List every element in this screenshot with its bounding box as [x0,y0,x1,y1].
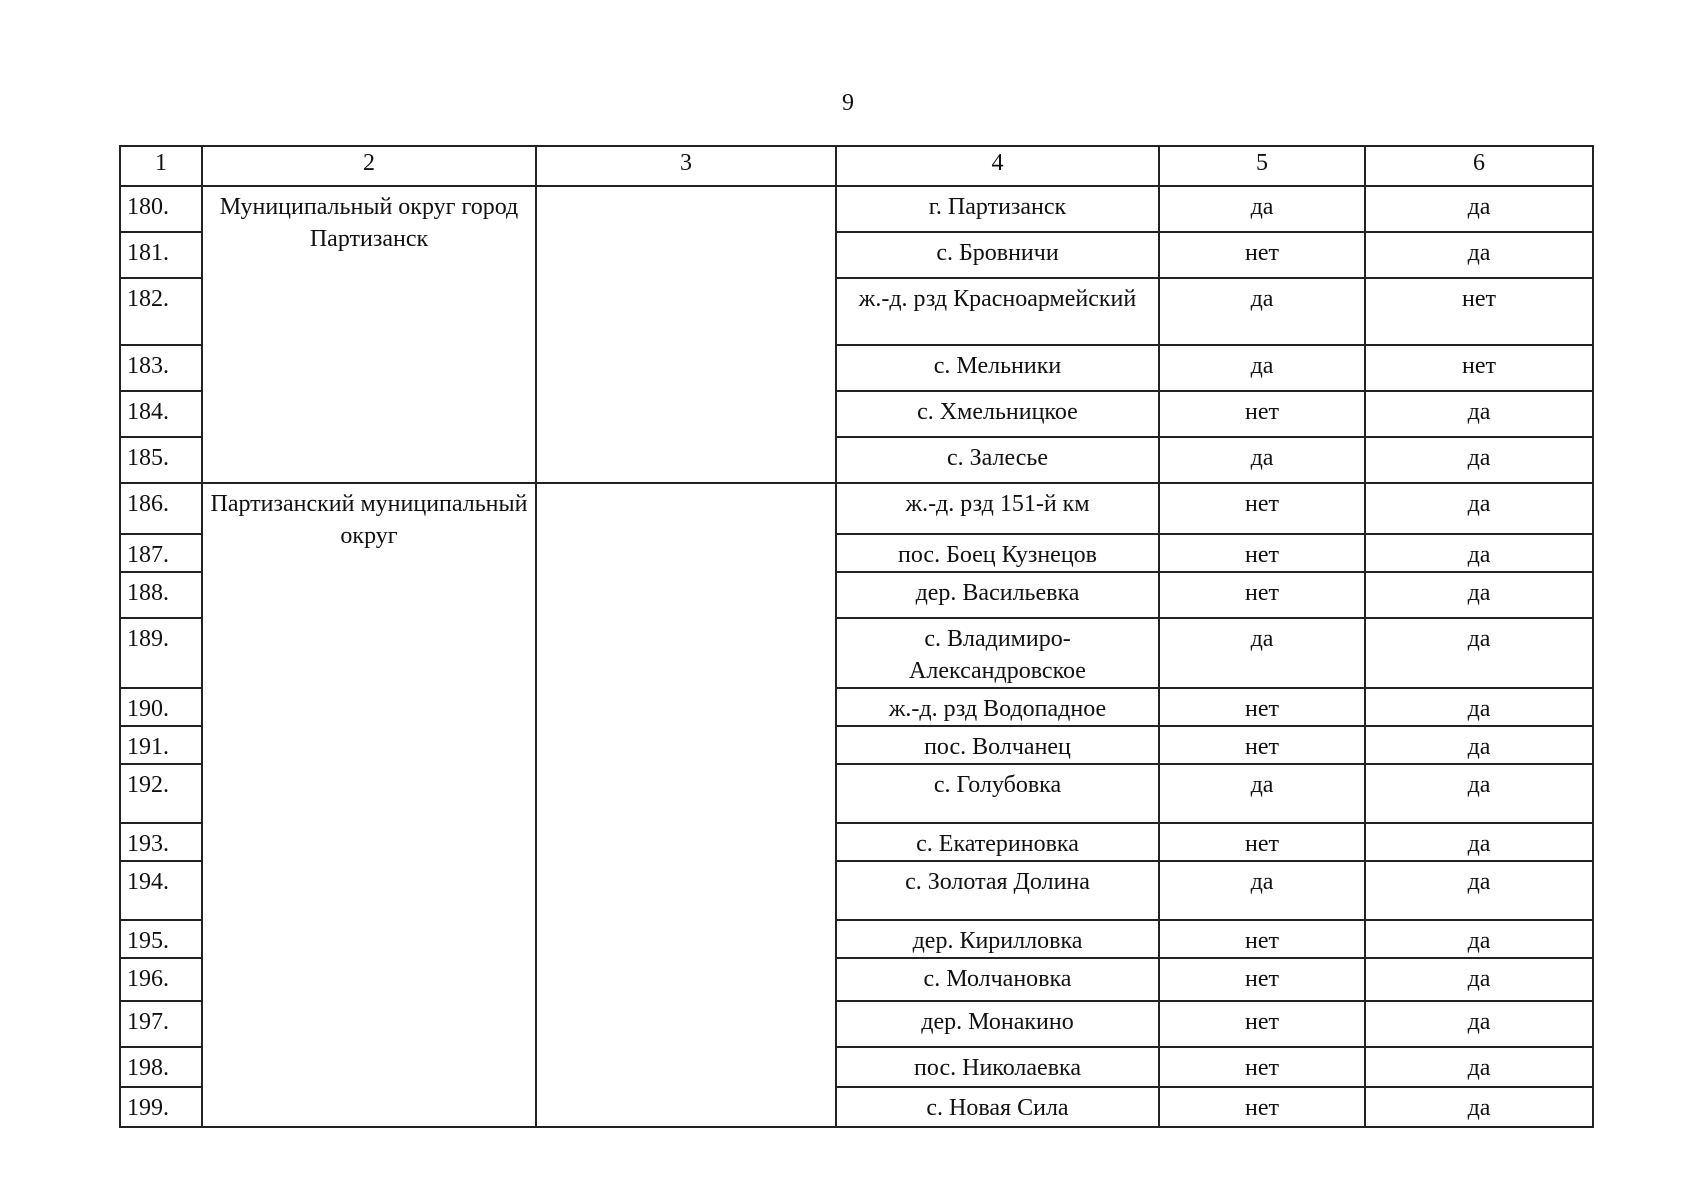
column-6-value: да [1365,483,1593,534]
table-row [120,483,1593,534]
row-number: 194. [120,861,202,920]
row-number: 197. [120,1001,202,1047]
row-number: 199. [120,1087,202,1127]
row-number: 184. [120,391,202,437]
column-5-value: нет [1159,1047,1365,1087]
settlement-name: дер. Кирилловка [836,920,1159,958]
settlement-name: с. Голубовка [836,764,1159,823]
column-5-value: да [1159,345,1365,391]
row-number: 195. [120,920,202,958]
settlement-name: пос. Боец Кузнецов [836,534,1159,572]
column-5-value: нет [1159,391,1365,437]
column-5-value: нет [1159,726,1365,764]
column-header-3: 3 [536,146,836,186]
column-6-value: да [1365,1001,1593,1047]
row-number: 185. [120,437,202,483]
column-5-value: нет [1159,688,1365,726]
row-number: 192. [120,764,202,823]
column-5-value: нет [1159,1087,1365,1127]
column-5-value: нет [1159,958,1365,1001]
column-6-value: да [1365,437,1593,483]
settlement-name: с. Владимиро-Александровское [836,618,1159,688]
column-6-value: нет [1365,345,1593,391]
row-number: 186. [120,483,202,534]
column-5-value: да [1159,618,1365,688]
settlement-name: ж.-д. рзд Водопадное [836,688,1159,726]
column-5-value: нет [1159,920,1365,958]
column-5-value: да [1159,186,1365,232]
column-6-value: да [1365,618,1593,688]
row-number: 196. [120,958,202,1001]
column-6-value: да [1365,1087,1593,1127]
settlement-name: пос. Волчанец [836,726,1159,764]
column-5-value: да [1159,764,1365,823]
column-6-value: да [1365,958,1593,1001]
header-row [120,146,1593,186]
column-6-value: да [1365,726,1593,764]
row-number: 189. [120,618,202,688]
row-number: 188. [120,572,202,618]
settlement-name: ж.-д. рзд Красноармейский [836,278,1159,345]
settlement-name: с. Хмельницкое [836,391,1159,437]
settlement-name: г. Партизанск [836,186,1159,232]
column-6-value: да [1365,534,1593,572]
settlement-name: с. Молчановка [836,958,1159,1001]
column-6-value: да [1365,688,1593,726]
row-number: 187. [120,534,202,572]
column-6-value: да [1365,823,1593,861]
column-header-4: 4 [836,146,1159,186]
column-header-6: 6 [1365,146,1593,186]
row-number: 183. [120,345,202,391]
column-5-value: да [1159,278,1365,345]
column-6-value: да [1365,1047,1593,1087]
column-5-value: нет [1159,232,1365,278]
row-number: 198. [120,1047,202,1087]
settlement-name: с. Бровничи [836,232,1159,278]
district-name: Партизанский муниципальный округ [202,483,536,1127]
settlement-name: с. Новая Сила [836,1087,1159,1127]
column-6-value: да [1365,186,1593,232]
settlement-name: дер. Монакино [836,1001,1159,1047]
column-5-value: нет [1159,1001,1365,1047]
column-5-value: нет [1159,572,1365,618]
column-6-value: да [1365,861,1593,920]
column-5-value: нет [1159,823,1365,861]
column-6-value: да [1365,232,1593,278]
column-6-value: да [1365,572,1593,618]
row-number: 182. [120,278,202,345]
column-header-2: 2 [202,146,536,186]
column-5-value: нет [1159,534,1365,572]
page-number: 9 [842,90,854,116]
column-5-value: да [1159,861,1365,920]
settlement-name: пос. Николаевка [836,1047,1159,1087]
row-number: 180. [120,186,202,232]
settlement-name: с. Залесье [836,437,1159,483]
row-number: 191. [120,726,202,764]
settlement-name: дер. Васильевка [836,572,1159,618]
settlement-name: ж.-д. рзд 151-й км [836,483,1159,534]
row-number: 193. [120,823,202,861]
district-name: Муниципальный округ город Партизанск [202,186,536,483]
column-6-value: да [1365,920,1593,958]
column-3-cell [536,483,836,1127]
settlement-name: с. Мельники [836,345,1159,391]
column-6-value: нет [1365,278,1593,345]
settlement-name: с. Золотая Долина [836,861,1159,920]
column-header-5: 5 [1159,146,1365,186]
row-number: 190. [120,688,202,726]
settlement-name: с. Екатериновка [836,823,1159,861]
column-6-value: да [1365,391,1593,437]
column-5-value: нет [1159,483,1365,534]
column-6-value: да [1365,764,1593,823]
settlements-table [119,145,1594,1128]
row-number: 181. [120,232,202,278]
table-row [120,186,1593,232]
column-3-cell [536,186,836,483]
column-header-1: 1 [120,146,202,186]
column-5-value: да [1159,437,1365,483]
